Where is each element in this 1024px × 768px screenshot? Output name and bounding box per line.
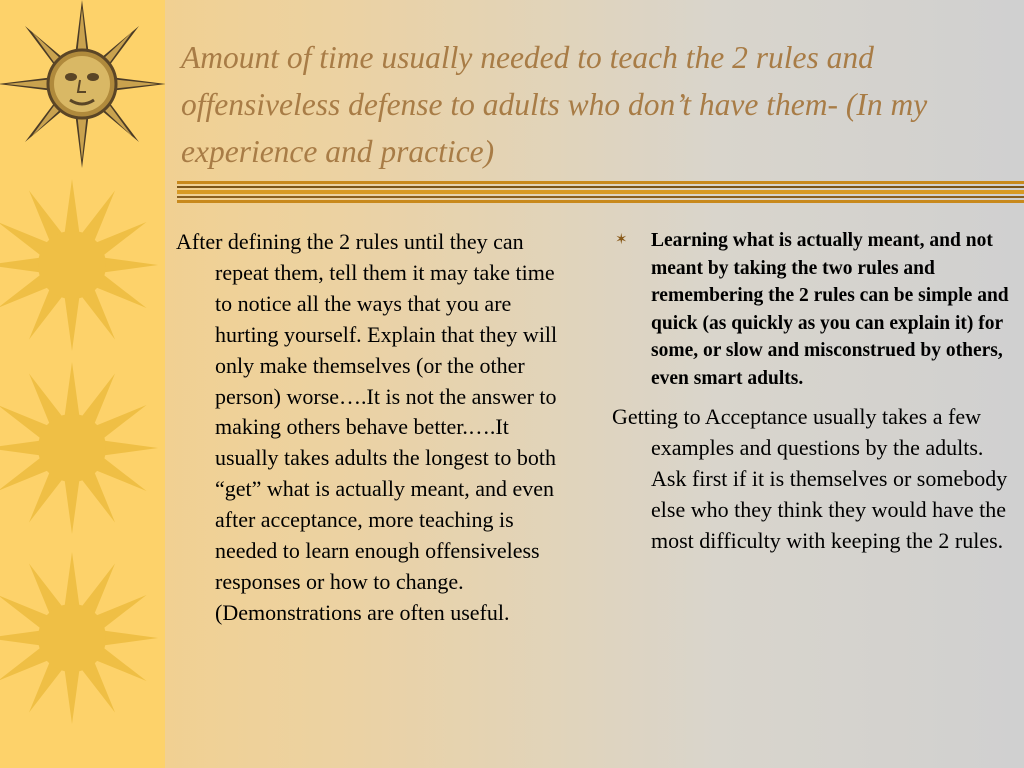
sun-icon-group bbox=[0, 179, 158, 724]
bullet-item bbox=[612, 227, 1017, 392]
right-column bbox=[612, 227, 1017, 557]
left-paragraph: After defining the 2 rules until they can repeat them, tell them it may take time to notice all the ways that you are hurting yourself. Explain that they will only make themselves (or the other person) worse….It is not the answer to making others behave better.….It usually takes adults the longest to both “get” what is actually meant, and even after acceptance, more teaching is needed to learn enough offensiveless responses or how to change. (Demonstrations are often useful. bbox=[176, 229, 558, 625]
right-paragraph: Getting to Acceptance usually takes a few examples and questions by the adults. Ask first if it is themselves or somebody else who they think they would have the most difficulty with keeping the 2 rules. bbox=[612, 404, 1008, 553]
bullet-text: Learning what is actually meant, and not meant by taking the two rules and remembering the 2 rules can be simple and quick (as quickly as you can explain it) for some, or slow and misconstrued by others, even smart adults. bbox=[651, 230, 1009, 389]
sun-icon bbox=[0, 179, 158, 351]
star-bullet-icon: ✶ bbox=[615, 232, 628, 248]
decorative-sidebar bbox=[0, 0, 165, 768]
sun-icon bbox=[0, 362, 158, 534]
sun-icon bbox=[0, 552, 158, 724]
sidebar-art bbox=[0, 0, 165, 768]
title-divider bbox=[177, 181, 1024, 205]
sun-face-medallion-icon bbox=[0, 0, 165, 168]
left-column bbox=[176, 227, 576, 629]
slide-title: Amount of time usually needed to teach the 2 rules and offensiveless defense to adults who don’t have them- (In my experience and practice) bbox=[181, 40, 928, 169]
